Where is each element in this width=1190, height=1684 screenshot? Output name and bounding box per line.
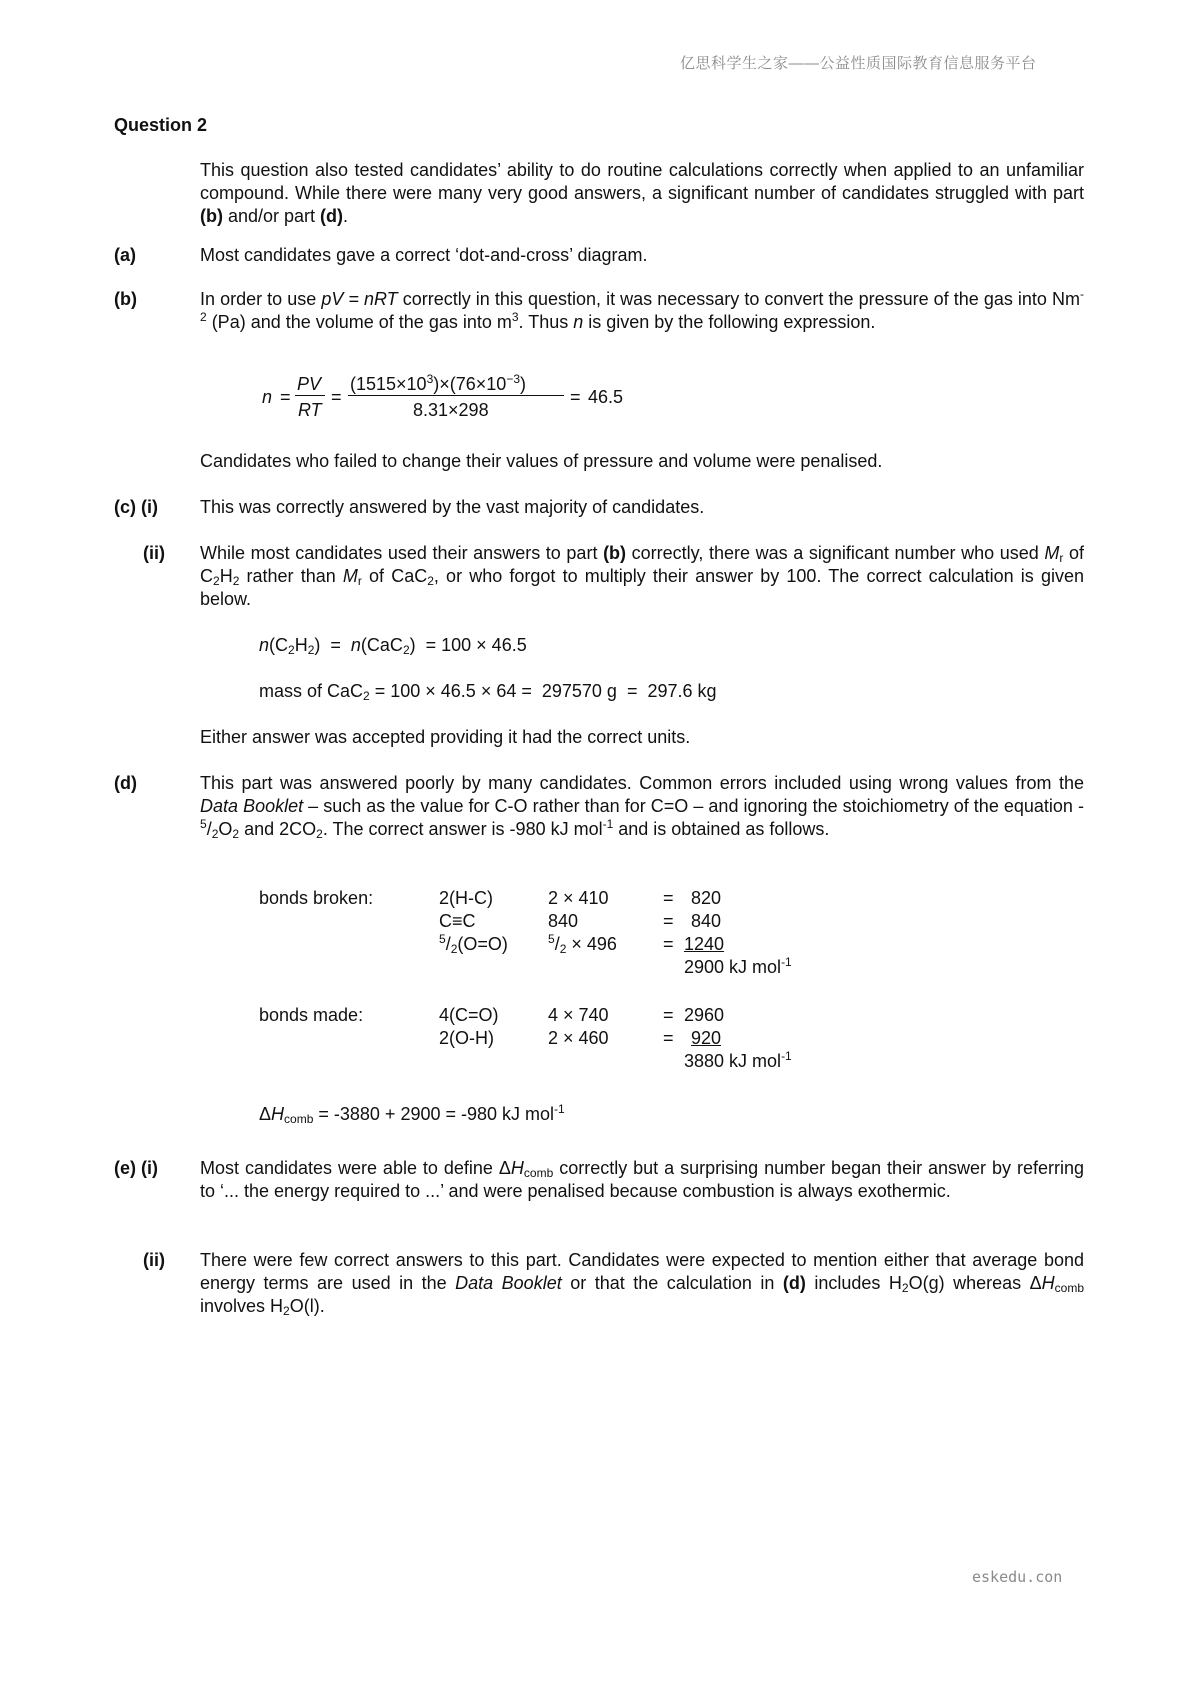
- formula-result: 46.5: [588, 387, 624, 407]
- made-value-1: 4 × 740: [548, 1005, 609, 1025]
- fraction-bar-2: [348, 395, 564, 396]
- formula-equals-1: =: [280, 387, 291, 407]
- formula-n: n: [262, 387, 273, 407]
- part-a-text: Most candidates gave a correct ‘dot-and-cross’ diagram.: [200, 245, 648, 265]
- made-bond-2: 2(O-H): [439, 1028, 494, 1048]
- part-d-text: This part was answered poorly by many candidates. Common errors included using wrong values from the Data Booklet – such as the value for C-O rather than for C=O – and ignoring the stoichiometry of the equation - $^5/_2O_2$ and $2CO_2$. The correct answer is -980 kJ mol$^{-1}$ and is obtained as follows.: [200, 773, 1084, 841]
- part-b-text: In order to use pV = nRT correctly in this question, it was necessary to convert the pressure of the gas into $Nm^{-2}$ (Pa) and the volume of the gas into $m^3$. Thus n is given by the following expression.: [200, 287, 1084, 332]
- formula-numerator-pv: PV: [297, 374, 322, 394]
- footer-site: eskedu.con: [972, 1568, 1063, 1586]
- calc-mass: mass of CaC$_2$ = 100 × 46.5 × 64 = 297570 g = 297.6 kg: [259, 681, 717, 703]
- bonds-broken-label: bonds broken:: [259, 888, 374, 908]
- header-watermark: 亿思科学生之家——公益性质国际教育信息服务平台: [680, 55, 1037, 72]
- made-value-2: 2 × 460: [548, 1028, 609, 1048]
- made-bond-1: 4(C=O): [439, 1005, 499, 1025]
- part-c-ii-text: While most candidates used their answers to part (b) correctly, there was a significant number who used $M_r$ of $C_2H_2$ rather than $M_r$ of CaC$_2$, or who forgot to multiply their answer by 100. The correct calculation is given below.: [200, 543, 1084, 609]
- question-title: Question 2: [114, 115, 208, 135]
- broken-bond-3: $^5/_2(O=O)$: [439, 932, 508, 956]
- formula-denominator-values: 8.31×298: [413, 400, 489, 420]
- intro-paragraph: This question also tested candidates’ ability to do routine calculations correctly when applied to an unfamiliar compound. While there were many very good answers, a significant number of candidates struggled with part (b) and/or part (d).: [200, 160, 1084, 226]
- broken-result-1: 820: [691, 888, 722, 908]
- made-result-2: 920: [691, 1028, 722, 1048]
- bonds-made-label: bonds made:: [259, 1005, 364, 1025]
- formula-equals-3: =: [570, 387, 581, 407]
- made-eq-1: =: [663, 1005, 674, 1025]
- broken-bond-2: C≡C: [439, 911, 476, 931]
- part-b-penalty: Candidates who failed to change their values of pressure and volume were penalised.: [200, 451, 883, 471]
- part-c-accept: Either answer was accepted providing it had the correct units.: [200, 727, 691, 747]
- broken-value-2: 840: [548, 911, 579, 931]
- part-c-i-text: This was correctly answered by the vast majority of candidates.: [200, 497, 705, 517]
- formula-numerator-values: $(1515\times 10^3)\times(76\times 10^{-3})$: [350, 372, 527, 394]
- part-d-label: (d): [114, 773, 137, 793]
- broken-value-1: 2 × 410: [548, 888, 609, 908]
- broken-bond-1: 2(H-C): [439, 888, 493, 908]
- broken-result-3: 1240: [684, 934, 725, 954]
- part-b-label: (b): [114, 289, 137, 309]
- part-a-label: (a): [114, 245, 136, 265]
- fraction-bar-1: [295, 395, 325, 396]
- made-eq-2: =: [663, 1028, 674, 1048]
- broken-eq-2: =: [663, 911, 674, 931]
- part-e-label: (e) (i): [114, 1158, 158, 1178]
- broken-eq-3: =: [663, 934, 674, 954]
- formula-denominator-rt: RT: [298, 400, 322, 420]
- made-result-1: 2960: [684, 1005, 725, 1025]
- part-e-ii-text: There were few correct answers to this part. Candidates were expected to mention either that average bond energy terms are used in the Data Booklet or that the calculation in (d) includes $H_2O(g)$ whereas $\Delta H_{comb}$ involves $H_2O(l)$.: [200, 1250, 1085, 1318]
- part-e-i-text: Most candidates were able to define $\Delta H_{comb}$ correctly but a surprising number began their answer by referring to ‘... the energy required to ...’ and were penalised because combustion is always exothermic.: [200, 1158, 1084, 1201]
- broken-result-2: 840: [691, 911, 722, 931]
- broken-value-3: $^5/_2 \times 496$: [548, 932, 617, 956]
- calc-moles: $n(C_2H_2) = n(CaC_2) = 100 \times 46.5$: [259, 635, 527, 657]
- formula-equals-2: =: [331, 387, 342, 407]
- made-total: 3880 kJ mol$^{-1}$: [684, 1049, 792, 1071]
- part-c-ii-label: (ii): [143, 543, 165, 563]
- part-e-ii-label: (ii): [143, 1250, 165, 1270]
- delta-h-comb-result: $\Delta H_{comb} = -3880 + 2900 = -980$ kJ mol$^{-1}$: [259, 1102, 565, 1126]
- broken-total: 2900 kJ mol$^{-1}$: [684, 955, 792, 977]
- broken-eq-1: =: [663, 888, 674, 908]
- part-c-label: (c) (i): [114, 497, 158, 517]
